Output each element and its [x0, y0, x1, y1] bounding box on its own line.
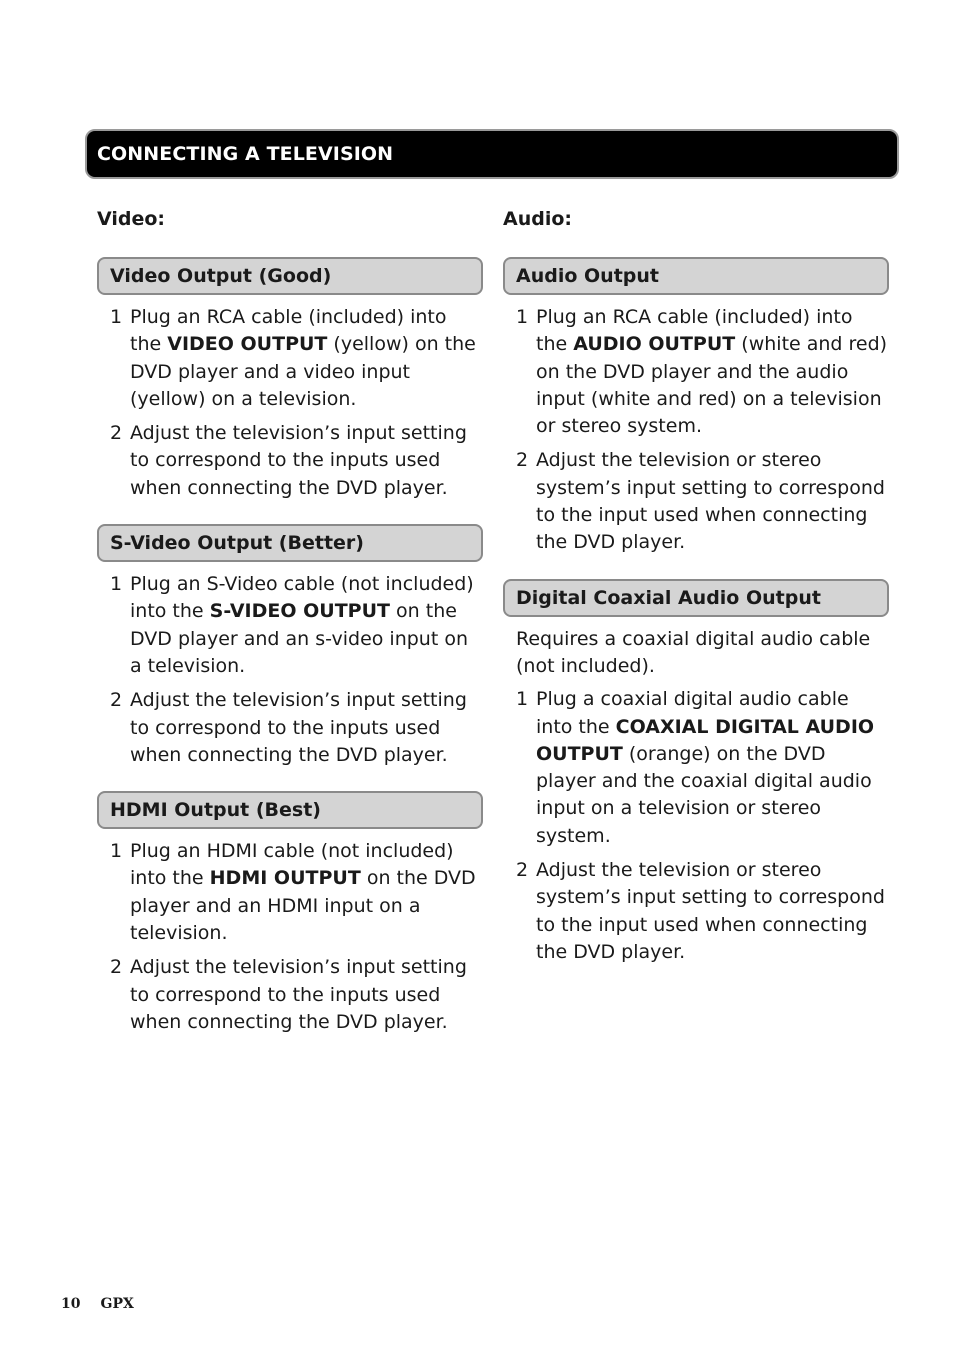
step-text: Plug an S-Video cable (not included) into the: [130, 573, 474, 623]
step-number: 2: [516, 449, 529, 472]
step-text: Adjust the television’s input setting to correspond to the inputs used when connecting the DVD player.: [130, 956, 467, 1033]
list-item: [503, 686, 889, 850]
hdmi-output-heading: HDMI Output (Best): [97, 791, 483, 829]
list-item: [503, 447, 889, 556]
list-item: [97, 954, 483, 1036]
list-item: [503, 304, 889, 440]
coaxial-output-steps: [503, 686, 889, 966]
step-bold-term: COAXIAL DIGITAL AUDIO OUTPUT: [536, 715, 875, 765]
step-text: Plug an RCA cable (included) into the: [536, 306, 853, 356]
step-number: 1: [110, 306, 123, 328]
list-item: [97, 838, 483, 947]
step-text: Plug an RCA cable (included) into the: [130, 306, 447, 356]
step-text: Adjust the television’s input setting to correspond to the inputs used when connecting the DVD player.: [130, 689, 467, 766]
step-number: 1: [516, 306, 529, 328]
list-item: [97, 687, 483, 769]
step-text: on the DVD player and an s-video input on a television.: [130, 600, 469, 677]
list-item: [97, 571, 483, 680]
step-number: 2: [110, 956, 123, 979]
step-number: 1: [110, 573, 123, 596]
banner-title: CONNECTING A TELEVISION: [97, 143, 394, 165]
step-bold-term: AUDIO OUTPUT: [573, 333, 736, 356]
video-output-heading: Video Output (Good): [97, 257, 483, 295]
step-text: on the DVD player and an HDMI input on a television.: [130, 867, 476, 945]
section-banner: [85, 129, 899, 179]
video-output-steps: [97, 304, 483, 502]
step-number: 2: [516, 859, 529, 882]
step-text: Plug an HDMI cable (not included) into the: [130, 840, 454, 890]
step-text: (orange) on the DVD player and the coaxial digital audio input on a television or stereo system.: [536, 742, 872, 847]
list-item: [503, 857, 889, 966]
list-item: [97, 420, 483, 502]
step-text: (white and red) on the DVD player and the audio input (white and red) on a television or stereo system.: [536, 333, 888, 438]
audio-title: Audio:: [503, 208, 572, 230]
step-bold-term: VIDEO OUTPUT: [167, 333, 328, 356]
step-bold-term: S-VIDEO OUTPUT: [209, 600, 390, 623]
step-text: Adjust the television or stereo system’s input setting to correspond to the input used when connecting the DVD player.: [536, 449, 885, 554]
step-number: 2: [110, 689, 123, 712]
audio-column: [503, 205, 889, 973]
svideo-output-heading: S-Video Output (Better): [97, 524, 483, 562]
coaxial-intro: Requires a coaxial digital audio cable (not included).: [516, 627, 871, 677]
step-number: 2: [110, 422, 123, 445]
step-text: Adjust the television’s input setting to correspond to the inputs used when connecting the DVD player.: [130, 422, 467, 499]
video-column: [97, 205, 483, 1043]
brand-name: GPX: [100, 1296, 134, 1312]
step-text: (yellow) on the DVD player and a video input (yellow) on a television.: [130, 333, 476, 410]
list-item: [97, 304, 483, 413]
page-footer: [61, 1296, 154, 1312]
step-bold-term: HDMI OUTPUT: [209, 867, 361, 890]
audio-output-heading: Audio Output: [503, 257, 889, 295]
hdmi-output-steps: [97, 838, 483, 1036]
video-title: Video:: [97, 208, 166, 230]
coaxial-output-heading: Digital Coaxial Audio Output: [503, 579, 889, 617]
step-number: 1: [110, 840, 123, 863]
step-number: 1: [516, 688, 529, 711]
page-number: 10: [61, 1296, 81, 1312]
svideo-output-steps: [97, 571, 483, 769]
step-text: Plug a coaxial digital audio cable into the: [536, 688, 849, 738]
step-text: Adjust the television or stereo system’s input setting to correspond to the input used when connecting the DVD player.: [536, 859, 885, 963]
audio-output-steps: [503, 304, 889, 557]
